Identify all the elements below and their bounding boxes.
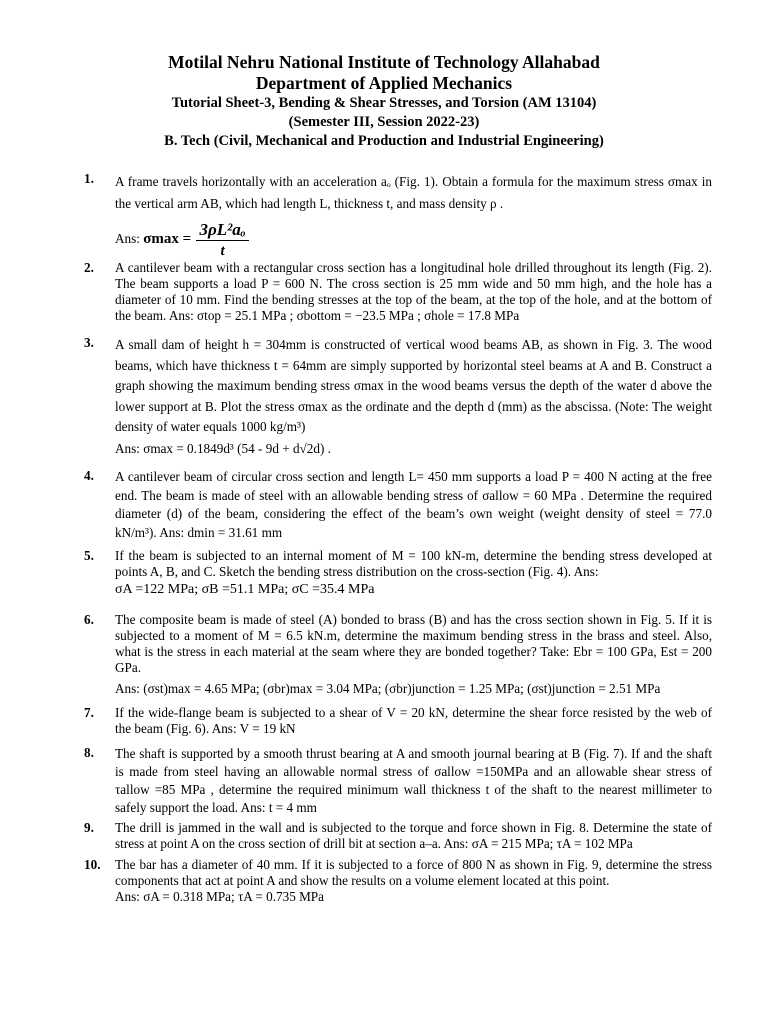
answer-fraction: [196, 219, 248, 261]
problem-number: 2.: [84, 260, 94, 275]
problem-number: 10.: [84, 857, 101, 872]
semester-line: (Semester III, Session 2022-23): [288, 114, 480, 130]
problem-number: 6.: [84, 612, 94, 627]
problem-number: 9.: [84, 820, 94, 835]
sheet-title: Tutorial Sheet-3, Bending & Shear Stresses, and Torsion (AM 13104): [171, 95, 597, 111]
problem-answer: Ans: σA = 0.318 MPa; τA = 0.735 MPa: [115, 889, 324, 904]
problem-text: The bar has a diameter of 40 mm. If it is subjected to a force of 800 N as shown in Fig. 9, determine the stress components that act at point A and show the results on a volume element located at this point.: [115, 857, 712, 888]
problem-answer: Ans: (σst)max = 4.65 MPa; (σbr)max = 3.04 MPa; (σbr)junction = 1.25 MPa; (σst)junction = 2.51 MPa: [115, 681, 661, 696]
problem-text: A frame travels horizontally with an acceleration aₒ (Fig. 1). Obtain a formula for the maximum stress σmax in the vertical arm AB, which had length L, thickness t, and mass density ρ .: [115, 174, 712, 211]
problem-number: 1.: [84, 171, 94, 186]
answer-label: Ans:: [115, 231, 140, 247]
department-name: Department of Applied Mechanics: [255, 73, 513, 93]
problem-text: The shaft is supported by a smooth thrust bearing at A and smooth journal bearing at B (Fig. 7). If and the shaft is made from steel having an allowable normal stress of σallow =150MPa and an allowable shear stress of τallow =85 MPa , determine the required minimum wall thickness t of the shaft to the nearest millimeter to safely support the load. Ans: t = 4 mm: [115, 746, 712, 815]
fraction-numerator: 3ρL²aₒ: [196, 219, 248, 241]
problem-answer: Ans: σmax = 0.1849d³ (54 - 9d + d√2d) .: [115, 441, 331, 456]
problem-number: 7.: [84, 705, 94, 720]
institute-name: Motilal Nehru National Institute of Technology Allahabad: [168, 52, 600, 72]
problem-text: A small dam of height h = 304mm is constructed of vertical wood beams AB, as shown in Fig. 3. The wood beams, which have thickness t = 64mm are simply supported by horizontal steel beams at A and B. Construct a graph showing the maximum bending stress σmax in the wood beams versus the depth of the water d above the lower support at B. Plot the stress σmax as the ordinate and the depth d (mm) as the abscissa. (Note: The weight density of water equals 1000 kg/m³): [115, 337, 712, 434]
problem-text: A cantilever beam of circular cross section and length L= 450 mm supports a load P = 400 N acting at the free end. The beam is made of steel with an allowable bending stress of σallow = 60 MPa . Determine the required diameter (d) of the beam, considering the effect of the beam’s own weight (weight density of steel = 77.0 kN/m³). Ans: dmin = 31.61 mm: [115, 469, 712, 540]
problem-text: If the beam is subjected to an internal moment of M = 100 kN-m, determine the bending stress developed at points A, B, and C. Sketch the bending stress distribution on the cross-section (Fig. 4). Ans:: [115, 548, 712, 579]
problem-number: 3.: [84, 335, 94, 350]
problem-answer: [115, 219, 249, 261]
program-line: B. Tech (Civil, Mechanical and Production and Industrial Engineering): [164, 133, 604, 149]
problem-number: 8.: [84, 745, 94, 760]
problem-number: 5.: [84, 548, 94, 563]
problem-number: 4.: [84, 468, 94, 483]
problem-text: The drill is jammed in the wall and is subjected to the torque and force shown in Fig. 8. Determine the state of stress at point A on the cross section of drill bit at section a–a. Ans: σA = 215 MPa; τA = 102 MPa: [115, 820, 712, 851]
fraction-denominator: t: [220, 243, 225, 259]
problem-text: A cantilever beam with a rectangular cross section has a longitudinal hole drilled throughout its length (Fig. 2). The beam supports a load P = 600 N. The cross section is 25 mm wide and 50 mm high, and the hole has a diameter of 10 mm. Find the bending stresses at the top of the beam, at the top of the hole, and at the bottom of the beam. Ans: σtop = 25.1 MPa ; σbottom = −23.5 MPa ; σhole = 17.8 MPa: [115, 260, 712, 323]
answer-lhs: σmax =: [143, 231, 192, 248]
problem-answer: σA =122 MPa; σB =51.1 MPa; σC =35.4 MPa: [115, 582, 375, 597]
problem-text: The composite beam is made of steel (A) bonded to brass (B) and has the cross section shown in Fig. 5. If it is subjected to a moment of M = 6.5 kN.m, determine the maximum bending stress in the brass and steel. Also, what is the stress in each material at the seam where they are bonded together? Take: Ebr = 100 GPa, Est = 200 GPa.: [115, 612, 712, 675]
document-header: [0, 52, 768, 151]
problem-text: If the wide-flange beam is subjected to a shear of V = 20 kN, determine the shear force resisted by the web of the beam (Fig. 6). Ans: V = 19 kN: [115, 705, 712, 736]
